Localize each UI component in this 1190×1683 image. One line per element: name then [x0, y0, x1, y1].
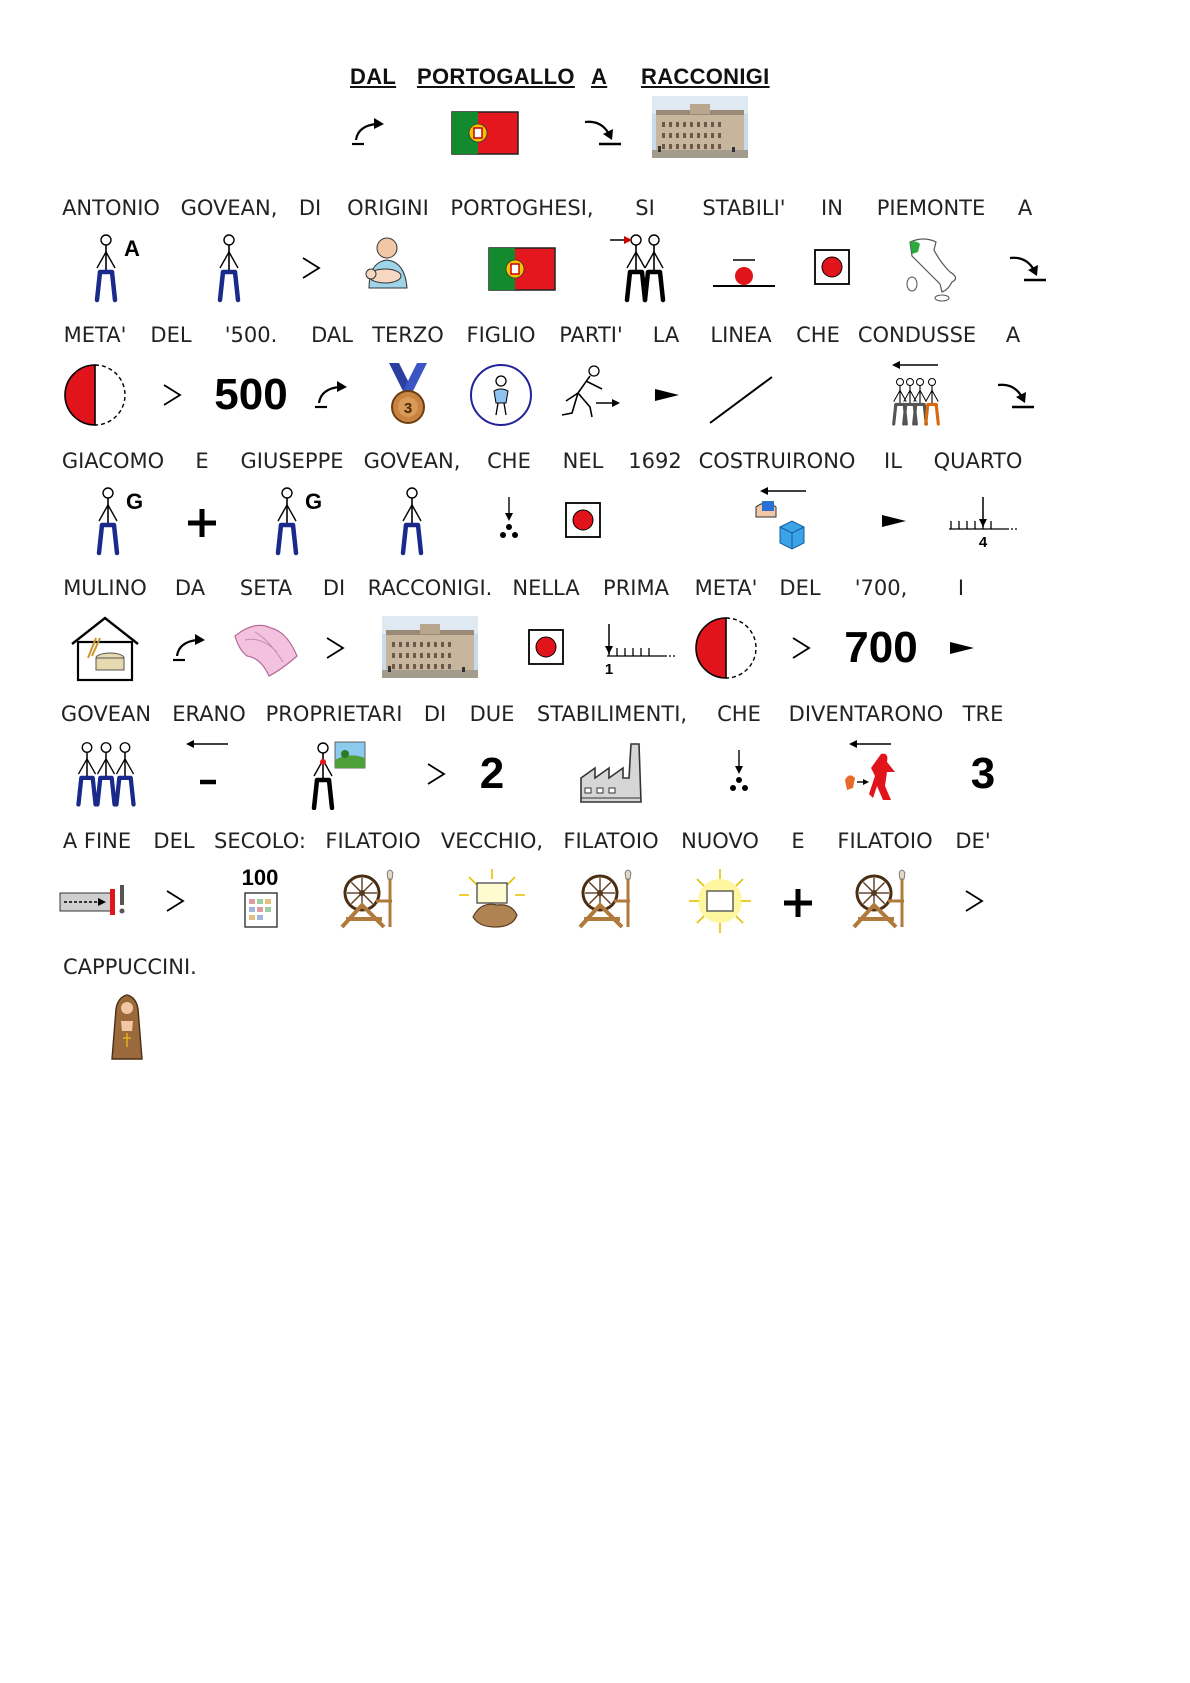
title-symbols	[0, 96, 1190, 176]
word-label: GIACOMO	[61, 449, 165, 473]
number-500-icon: 500	[214, 370, 288, 419]
portugal-flag-icon	[444, 96, 526, 168]
svg-text:1: 1	[604, 661, 614, 678]
word-label: MULINO	[63, 576, 147, 600]
title-word: RACCONIGI	[641, 64, 770, 89]
word-label: I	[957, 576, 965, 600]
word-label: GOVEAN,	[363, 449, 461, 473]
article-arrow-icon	[625, 359, 707, 431]
person-letter-icon	[70, 232, 152, 304]
word-label: E	[791, 829, 805, 853]
text-line	[0, 196, 1190, 326]
in-box-icon	[791, 232, 873, 304]
svg-text:G: G	[305, 489, 323, 514]
word-label: GIUSEPPE	[240, 449, 344, 473]
word-label: NEL	[562, 449, 604, 473]
new-icon	[679, 865, 761, 937]
word-label: QUARTO	[933, 449, 1023, 473]
text-line	[0, 829, 1190, 959]
capuchin-friar-icon	[86, 991, 168, 1063]
mother-baby-icon	[347, 232, 429, 304]
to-arrow-icon	[972, 359, 1054, 431]
word-label: LINEA	[710, 323, 772, 347]
word-label: COSTRUIRONO	[698, 449, 856, 473]
word-label: DI	[322, 576, 346, 600]
word-label: STABILI'	[702, 196, 786, 220]
svg-text:3: 3	[403, 400, 413, 417]
greater-than-icon	[293, 612, 375, 684]
title-word: PORTOGALLO	[417, 64, 575, 89]
word-label: DAL	[311, 323, 353, 347]
svg-text:100: 100	[241, 865, 279, 890]
person-icon	[188, 232, 270, 304]
plus-icon	[161, 485, 243, 557]
word-label: DEL	[153, 829, 195, 853]
word-label: A	[1005, 323, 1021, 347]
word-label: PORTOGHESI,	[450, 196, 594, 220]
half-circle-icon	[54, 359, 136, 431]
word-label: CONDUSSE	[857, 323, 977, 347]
mill-icon	[64, 612, 146, 684]
word-label: SECOLO:	[214, 829, 306, 853]
word-label: DE'	[955, 829, 991, 853]
word-label: TERZO	[372, 323, 444, 347]
word-label: SI	[635, 196, 655, 220]
word-label: LA	[652, 323, 680, 347]
relative-pronoun-icon	[698, 738, 780, 810]
third-medal-icon	[367, 359, 449, 431]
in-box-icon	[542, 485, 624, 557]
word-label: CHE	[717, 702, 761, 726]
title-word: A	[591, 64, 608, 89]
to-arrow-icon	[559, 96, 641, 168]
word-label: ORIGINI	[347, 196, 429, 220]
two-people-reflexive-icon	[604, 232, 686, 304]
document-title	[0, 64, 1190, 94]
word-label: DA	[174, 576, 206, 600]
word-label: DEL	[150, 323, 192, 347]
spinning-wheel-icon	[332, 865, 414, 937]
word-label: SETA	[239, 576, 293, 600]
person-letter-icon	[72, 485, 154, 557]
word-label: ERANO	[172, 702, 246, 726]
racconigi-castle-photo	[382, 616, 478, 678]
word-label: META'	[63, 323, 127, 347]
text-line	[0, 449, 1190, 579]
owner-land-icon	[293, 738, 375, 810]
word-label: CHE	[487, 449, 531, 473]
text-line	[0, 576, 1190, 706]
past-minus-icon	[168, 738, 250, 810]
word-label: IN	[821, 196, 843, 220]
word-label: META'	[694, 576, 758, 600]
blank-icon	[777, 359, 859, 431]
from-arrow-icon	[149, 612, 231, 684]
to-arrow-icon	[984, 232, 1066, 304]
word-label: PRIMA	[603, 576, 669, 600]
number-2-icon: 2	[479, 749, 505, 798]
spinning-wheel-icon	[570, 865, 652, 937]
word-label: VECCHIO,	[440, 829, 544, 853]
svg-text:A: A	[124, 236, 140, 261]
word-label: TRE	[962, 702, 1004, 726]
son-icon	[460, 359, 542, 431]
word-label: A	[1017, 196, 1033, 220]
word-label: STABILIMENTI,	[536, 702, 688, 726]
first-ruler-icon	[595, 612, 677, 684]
word-label: CAPPUCCINI.	[63, 955, 197, 979]
number-3-icon: 3	[970, 749, 996, 798]
word-label: '500.	[224, 323, 278, 347]
greater-than-icon	[133, 865, 215, 937]
lead-group-icon	[876, 359, 958, 431]
word-label: 1692	[628, 449, 682, 473]
word-label: IL	[884, 449, 902, 473]
word-label: PIEMONTE	[876, 196, 986, 220]
three-people-icon	[65, 738, 147, 810]
word-label: RACCONIGI.	[367, 576, 493, 600]
end-arrow-icon	[56, 865, 138, 937]
number-700-icon: 700	[844, 623, 918, 672]
word-label: FILATOIO	[563, 829, 659, 853]
in-box-icon	[505, 612, 587, 684]
title-word: DAL	[350, 64, 397, 89]
italy-map-icon	[890, 232, 972, 304]
line-icon	[700, 359, 782, 431]
word-label: E	[195, 449, 209, 473]
become-grow-icon	[825, 738, 907, 810]
word-label: '700,	[854, 576, 908, 600]
word-label: DIVENTARONO	[788, 702, 944, 726]
word-label: DEL	[779, 576, 821, 600]
word-label: FILATOIO	[837, 829, 933, 853]
spinning-wheel-icon	[844, 865, 926, 937]
word-label: GOVEAN	[60, 702, 152, 726]
blank-icon	[614, 485, 696, 557]
word-label: CHE	[796, 323, 840, 347]
text-line	[0, 955, 1190, 1085]
word-label: NUOVO	[681, 829, 759, 853]
word-label: PARTI'	[559, 323, 623, 347]
article-arrow-icon	[852, 485, 934, 557]
old-icon	[451, 865, 533, 937]
word-label: DUE	[469, 702, 515, 726]
plus-icon	[757, 865, 839, 937]
relative-pronoun-icon	[468, 485, 550, 557]
svg-text:G: G	[126, 489, 144, 514]
word-label: GOVEAN,	[180, 196, 278, 220]
article-arrow-icon	[920, 612, 1002, 684]
svg-text:4: 4	[978, 534, 988, 551]
word-label: A FINE	[62, 829, 132, 853]
racconigi-castle-photo	[652, 96, 748, 158]
text-line	[0, 323, 1190, 453]
factory-icon	[571, 738, 653, 810]
half-circle-icon	[685, 612, 767, 684]
from-arrow-icon	[328, 96, 410, 168]
leave-running-icon	[550, 359, 632, 431]
greater-than-icon	[932, 865, 1014, 937]
greater-than-icon	[269, 232, 351, 304]
build-blocks-icon	[736, 485, 818, 557]
person-icon	[371, 485, 453, 557]
word-label: DI	[298, 196, 322, 220]
portugal-flag-icon	[481, 232, 563, 304]
text-line	[0, 702, 1190, 832]
word-label: FILATOIO	[325, 829, 421, 853]
century-calendar-icon	[219, 865, 301, 937]
person-letter-icon	[251, 485, 333, 557]
word-label: FIGLIO	[466, 323, 536, 347]
from-arrow-icon	[291, 359, 373, 431]
fourth-ruler-icon	[937, 485, 1019, 557]
word-label: NELLA	[512, 576, 580, 600]
settle-icon	[703, 232, 785, 304]
word-label: PROPRIETARI	[265, 702, 403, 726]
word-label: ANTONIO	[62, 196, 160, 220]
word-label: DI	[423, 702, 447, 726]
